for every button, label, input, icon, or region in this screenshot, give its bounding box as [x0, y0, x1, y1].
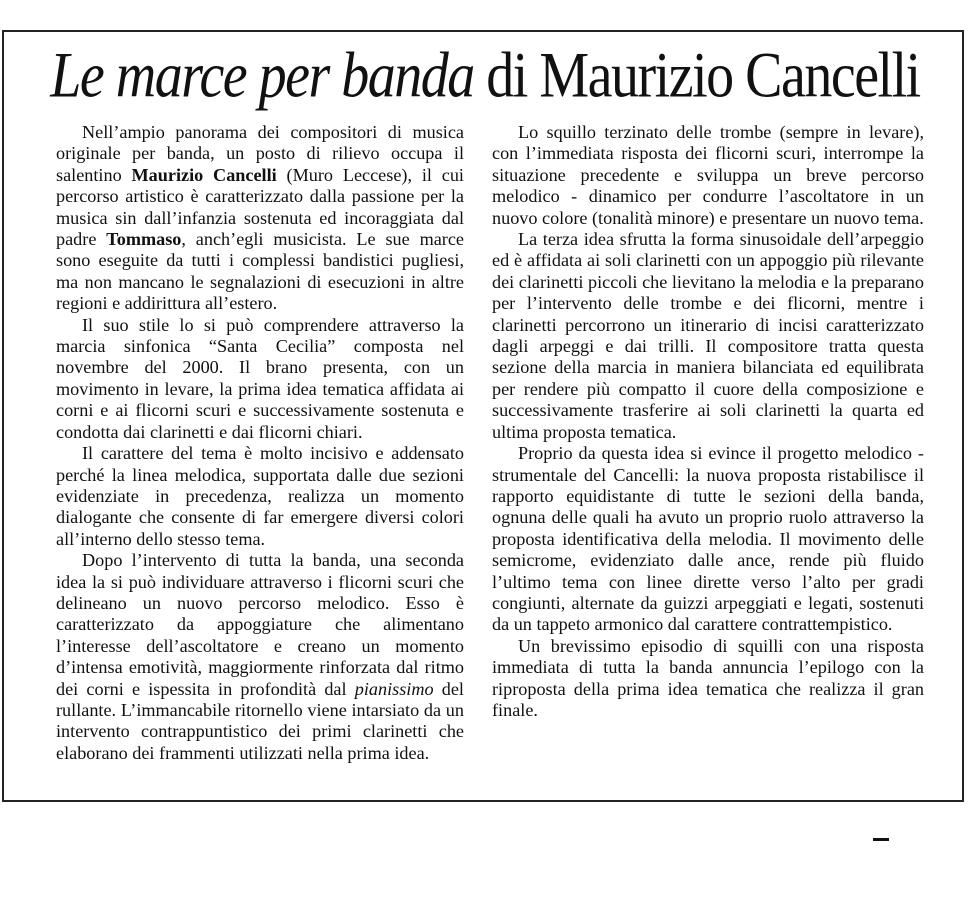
father-name: Tommaso: [106, 229, 182, 250]
italic-term: pianissimo: [354, 678, 434, 699]
text-run: (Muro Leccese), il cui percorso artistico è caratterizzato dalla passione per la musica sin dall’infanzia sostenuta ed incoraggiata dal padre: [56, 164, 464, 250]
paragraph: [56, 122, 464, 315]
composer-name: Maurizio Cancelli: [131, 164, 277, 185]
left-column: [56, 122, 464, 764]
title-roman-part: di Maurizio Cancelli: [473, 40, 920, 112]
paragraph: Il carattere del tema è molto incisivo e addensato perché la linea melodica, supportata dalle due sezioni evidenziate in precedenza, realizza un momento dialogante che consente di far emergere diversi colori all’interno dello stesso tema.: [56, 443, 464, 549]
title-italic-part: Le marce per banda: [50, 40, 474, 112]
paragraph: Un brevissimo episodio di squilli con una risposta immediata di tutta la banda annuncia l’epilogo con la riproposta della prima idea tematica che realizza il gran finale.: [492, 635, 924, 720]
article-title: [0, 40, 970, 111]
paragraph: [56, 550, 464, 764]
page-mark: [873, 838, 889, 841]
text-run: , anch’egli musicista. Le sue marce sono eseguite da tutti i complessi bandistici pugliesi, ma non mancano le segnalazioni di esecuzioni in altre regioni e addirittura all’estero.: [56, 229, 465, 314]
text-run: Nell’ampio panorama dei compositori di musica originale per banda, un posto di rilievo occupa il salentino: [56, 122, 464, 185]
paragraph: Il suo stile lo si può comprendere attraverso la marcia sinfonica “Santa Cecilia” composta nel novembre del 2000. Il brano presenta, con un movimento in levare, la prima idea tematica affidata ai corni e ai flicorni scuri e successivamente sostenuta e condotta dai clarinetti e dai flicorni chiari.: [56, 314, 464, 442]
text-run: del rullante. L’immancabile ritornello viene intarsiato da un intervento contrappuntistico dei primi clarinetti che elaborano dei frammenti utilizzati nella prima idea.: [56, 678, 464, 763]
paragraph: Lo squillo terzinato delle trombe (sempre in levare), con l’immediata risposta dei flicorni scuri, interrompe la situazione precedente e sviluppa un breve percorso melodico - dinamico per condurre l’ascoltatore in un nuovo colore (tonalità minore) e presentare un nuovo tema.: [492, 122, 924, 228]
text-run: Dopo l’intervento di tutta la banda, una seconda idea la si può individuare attraverso i flicorni scuri che delineano un nuovo percorso melodico. Esso è caratterizzato da appoggiature che alimentano l’interesse dell’ascoltatore e creano un momento d’intensa emotività, maggiormente rinforzata dal ritmo dei corni e ispessita in profondità dal: [56, 550, 464, 699]
paragraph: La terza idea sfrutta la forma sinusoidale dell’arpeggio ed è affidata ai soli clarinetti con un appoggio più rilevante dei clarinetti piccoli che lievitano la melodia e la preparano per l’intervento delle trombe e dei flicorni, mentre i clarinetti percorrono un itinerario di incisi caratterizzato dagli arpeggi e dai trilli. Il compositore tratta questa sezione della marcia in maniera bilanciata ed equilibrata per rendere più compatto il cuore della composizione e successivamente trasferire ai soli clarinetti la quarta ed ultima proposta tematica.: [492, 229, 924, 442]
paragraph: Proprio da questa idea si evince il progetto melodico - strumentale del Cancelli: la nuova proposta ristabilisce il rapporto equidistante di tutte le sezioni della banda, ognuna delle quali ha avuto un proprio ruolo attraverso la proposta identificativa della melodia. Il movimento delle semicrome, evidenziato dalle ance, rende più fluido l’ultimo tema con linee dirette verso l’alto per gradi congiunti, alternate da guizzi arpeggiati e legati, sostenuti da un tappeto armonico dal carattere contrattempistico.: [492, 443, 924, 635]
right-column: [492, 122, 924, 721]
